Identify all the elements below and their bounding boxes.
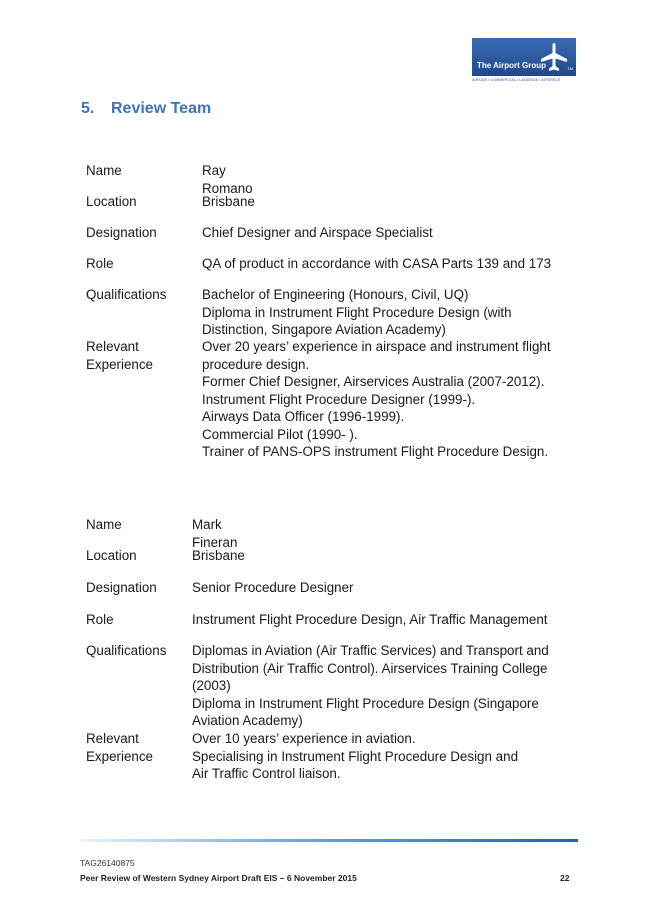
- name-label: Name: [86, 163, 122, 178]
- qualifications-label: Qualifications: [86, 643, 167, 658]
- section-heading: [81, 100, 211, 118]
- member-2-role: Instrument Flight Procedure Design, Air Traffic Management: [192, 612, 548, 627]
- experience-line: Airways Data Officer (1996-1999).: [202, 409, 405, 424]
- qualification-line: Diplomas in Aviation (Air Traffic Services) and Transport and: [192, 643, 549, 658]
- experience-line: Over 10 years’ experience in aviation.: [192, 731, 416, 746]
- footer-page-number: 22: [560, 873, 570, 883]
- location-label: Location: [86, 548, 137, 563]
- qualification-line: (2003): [192, 678, 231, 693]
- experience-label: Experience: [86, 356, 153, 372]
- airplane-icon: [538, 41, 570, 73]
- member-1-location: Brisbane: [202, 194, 255, 209]
- experience-line: procedure design.: [202, 356, 310, 372]
- qualification-line: Diploma in Instrument Flight Procedure Design (with: [202, 304, 512, 320]
- experience-line: Instrument Flight Procedure Designer (1999-).: [202, 391, 476, 407]
- member-1-experience: [202, 338, 551, 461]
- role-label: Role: [86, 256, 114, 271]
- member-2-location: Brisbane: [192, 548, 245, 563]
- experience-line: Air Traffic Control liaison.: [192, 766, 341, 781]
- member-1-name: Ray Romano: [202, 163, 253, 196]
- relevant-label: Relevant: [86, 339, 139, 354]
- member-1-designation: Chief Designer and Airspace Specialist: [202, 225, 433, 240]
- experience-line: Over 20 years’ experience in airspace and instrument flight: [202, 339, 551, 354]
- relevant-label: Relevant: [86, 731, 139, 746]
- company-logo: [472, 38, 576, 83]
- member-2-experience: [192, 730, 518, 783]
- logo-tm: TM: [567, 66, 573, 71]
- experience-label: Experience: [86, 748, 153, 764]
- role-label: Role: [86, 612, 114, 627]
- qualification-line: Aviation Academy): [192, 713, 303, 728]
- experience-line: Former Chief Designer, Airservices Australia (2007-2012).: [202, 374, 545, 389]
- qualification-line: Distinction, Singapore Aviation Academy): [202, 322, 446, 337]
- location-label: Location: [86, 194, 137, 209]
- logo-tagline: AIRSIDE • COMMERCIAL • LANDSIDE • AIRSPACE: [472, 78, 561, 82]
- section-title: Review Team: [111, 100, 212, 117]
- member-2-experience-label: [86, 730, 153, 765]
- experience-line: Specialising in Instrument Flight Procedure Design and: [192, 748, 519, 764]
- footer-document-code: TAG26140875: [80, 858, 135, 868]
- experience-line: Commercial Pilot (1990- ).: [202, 426, 358, 442]
- designation-label: Designation: [86, 225, 157, 240]
- experience-line: Trainer of PANS-OPS instrument Flight Procedure Design.: [202, 444, 549, 459]
- logo-name: The Airport Group: [477, 61, 547, 70]
- qualifications-label: Qualifications: [86, 287, 167, 302]
- footer-document-title: Peer Review of Western Sydney Airport Draft EIS – 6 November 2015: [80, 873, 357, 883]
- member-1-qualifications: [202, 286, 512, 339]
- section-number: 5.: [81, 100, 95, 117]
- member-2-designation: Senior Procedure Designer: [192, 580, 354, 595]
- member-2-qualifications: [192, 642, 549, 730]
- qualification-line: Diploma in Instrument Flight Procedure Design (Singapore: [192, 695, 539, 711]
- designation-label: Designation: [86, 580, 157, 595]
- member-2-name: Mark Fineran: [192, 517, 238, 550]
- footer-divider: [80, 839, 578, 842]
- member-1-role: QA of product in accordance with CASA Parts 139 and 173: [202, 256, 552, 271]
- logo-box: [472, 38, 576, 76]
- qualification-line: Distribution (Air Traffic Control). Airservices Training College: [192, 660, 548, 676]
- name-label: Name: [86, 517, 122, 532]
- qualification-line: Bachelor of Engineering (Honours, Civil, UQ): [202, 287, 469, 302]
- member-1-experience-label: [86, 338, 153, 373]
